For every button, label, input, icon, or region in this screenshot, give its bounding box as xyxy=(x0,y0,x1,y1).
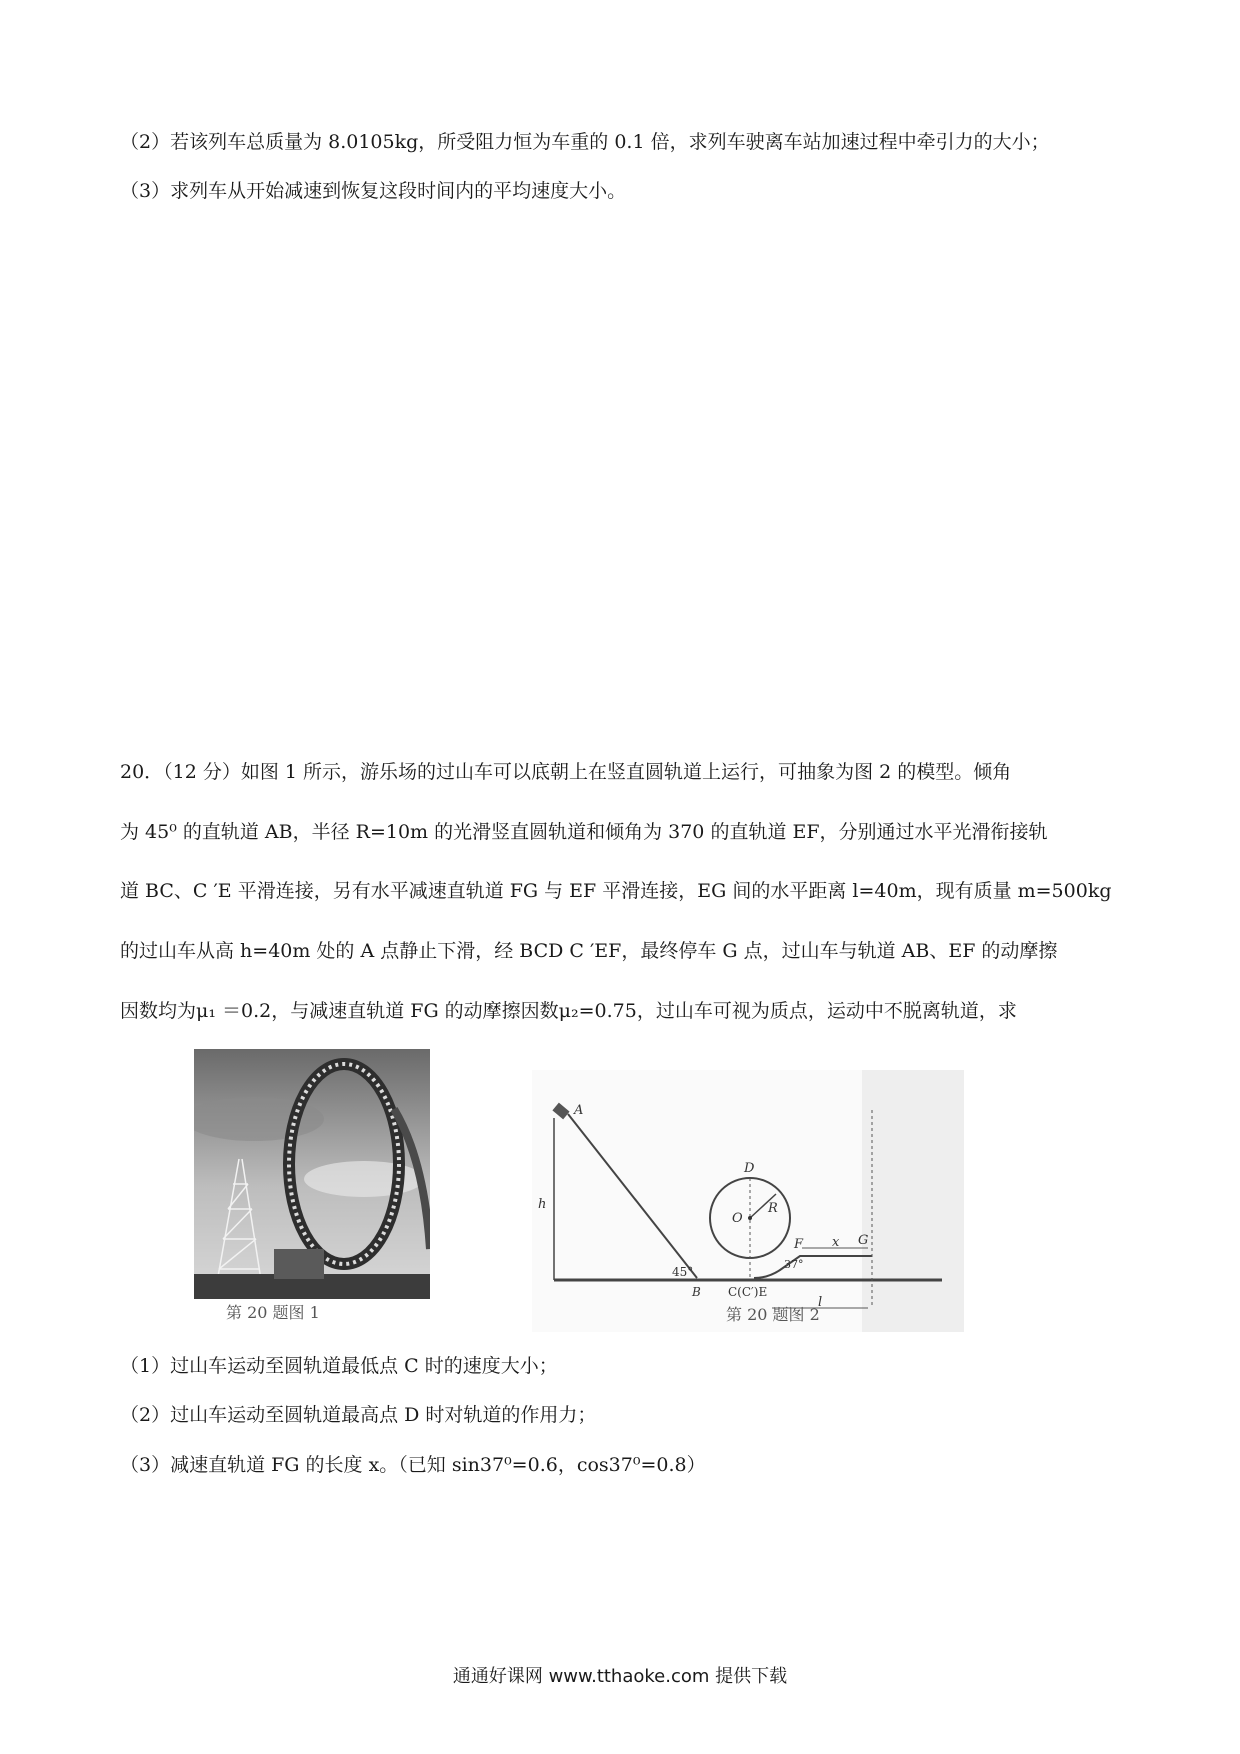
label-g: G xyxy=(858,1233,869,1248)
label-d: D xyxy=(744,1161,755,1176)
q20-stem-line-5: 因数均为μ₁ ＝0.2，与减速直轨道 FG 的动摩擦因数μ₂=0.75，过山车可视为质点，运动中不脱离轨道，求 xyxy=(120,1000,1017,1022)
q20-stem-line-4: 的过山车从高 h=40m 处的 A 点静止下滑，经 BCD C ′EF，最终停车 G 点，过山车与轨道 AB、EF 的动摩擦 xyxy=(120,940,1058,962)
q20-stem-line-2: 为 45⁰ 的直轨道 AB，半径 R=10m 的光滑竖直圆轨道和倾角为 370 的直轨道 EF，分别通过水平光滑衔接轨 xyxy=(120,821,1048,843)
q20-stem-line-3: 道 BC、C ′E 平滑连接，另有水平减速直轨道 FG 与 EF 平滑连接，EG 间的水平距离 l=40m，现有质量 m=500kg xyxy=(120,880,1112,902)
roller-coaster-photo xyxy=(194,1049,430,1299)
label-b: B xyxy=(692,1285,701,1299)
label-ce: C(C′)E xyxy=(728,1285,768,1299)
label-f: F xyxy=(794,1237,804,1252)
q19-part2-text: （2）若该列车总质量为 8.0105kg，所受阻力恒为车重的 0.1 倍，求列车驶离车站加速过程中牵引力的大小； xyxy=(120,131,1050,153)
figure-2-caption: 第 20 题图 2 xyxy=(726,1305,820,1324)
figure-1 xyxy=(194,1049,430,1339)
q19-part3-text: （3）求列车从开始减速到恢复这段时间内的平均速度大小。 xyxy=(120,180,627,202)
label-x: x xyxy=(832,1235,840,1250)
label-o: O xyxy=(732,1211,743,1226)
label-r: R xyxy=(768,1201,778,1216)
q20-sub1-text: （1）过山车运动至圆轨道最低点 C 时的速度大小； xyxy=(120,1355,558,1377)
label-a: A xyxy=(574,1103,584,1118)
q20-stem-line-1: 20．（12 分）如图 1 所示，游乐场的过山车可以底朝上在竖直圆轨道上运行，可抽象为图 2 的模型。倾角 xyxy=(120,761,1012,783)
figure-1-caption: 第 20 题图 1 xyxy=(226,1303,320,1322)
track-model-diagram xyxy=(532,1070,964,1332)
label-l: l xyxy=(818,1295,823,1310)
label-h: h xyxy=(538,1197,547,1212)
figure-2 xyxy=(532,1070,964,1332)
label-angle-45: 45° xyxy=(672,1265,694,1279)
page-footer: 通通好课网 www.tthaoke.com 提供下载 xyxy=(452,1666,788,1687)
q20-sub2-text: （2）过山车运动至圆轨道最高点 D 时对轨道的作用力； xyxy=(120,1404,597,1426)
label-angle-37: 37° xyxy=(784,1258,804,1271)
q20-sub3-text: （3）减速直轨道 FG 的长度 x。（已知 sin37⁰=0.6，cos37⁰=0.8） xyxy=(120,1454,706,1476)
